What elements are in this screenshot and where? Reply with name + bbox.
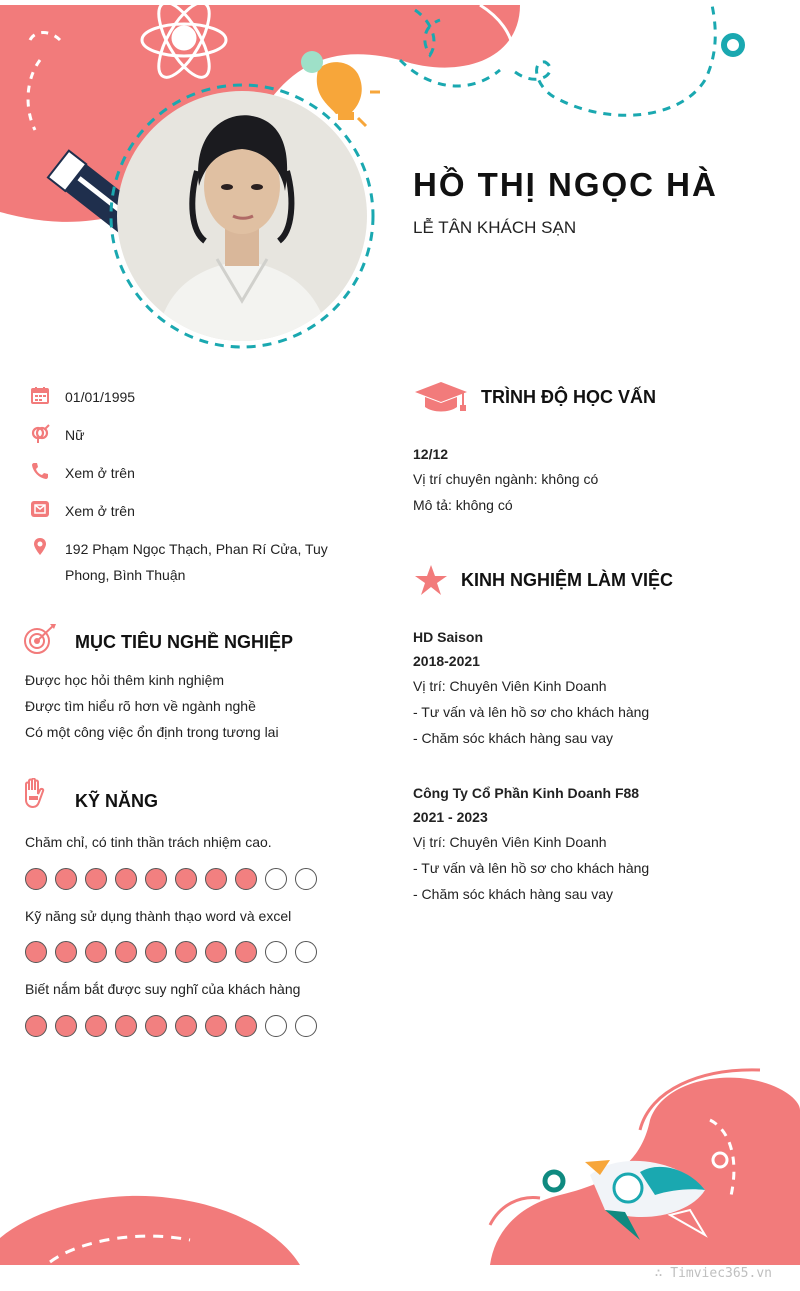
objective-line: Có một công việc ổn định trong tương lai xyxy=(25,724,279,740)
skill-label: Kỹ năng sử dụng thành thạo word và excel xyxy=(25,908,292,924)
rating-dot-filled xyxy=(85,941,107,963)
graduation-cap-icon xyxy=(413,380,469,414)
rating-dot-filled xyxy=(55,1015,77,1037)
job-company: Công Ty Cổ Phần Kinh Doanh F88 xyxy=(413,785,640,801)
rating-dot-filled xyxy=(235,941,257,963)
watermark: ∴ Timviec365.vn xyxy=(654,1266,772,1281)
rating-dot-filled xyxy=(145,868,167,890)
address-text: 192 Phạm Ngọc Thạch, Phan Rí Cửa, Tuy Phong, Bình Thuận xyxy=(65,541,328,583)
rating-dot-empty xyxy=(265,941,287,963)
info-email xyxy=(30,498,335,524)
skill-rating xyxy=(25,1015,317,1037)
rating-dot-empty xyxy=(265,1015,287,1037)
rating-dot-filled xyxy=(145,941,167,963)
job-company: HD Saison xyxy=(413,629,484,645)
rating-dot-empty xyxy=(295,1015,317,1037)
calendar-icon xyxy=(30,385,50,405)
email-icon xyxy=(30,499,50,519)
skill-label: Biết nắm bắt được suy nghĩ của khách hàng xyxy=(25,981,301,997)
rating-dot-filled xyxy=(115,1015,137,1037)
skill-rating xyxy=(25,868,317,890)
rating-dot-empty xyxy=(265,868,287,890)
rating-dot-filled xyxy=(175,1015,197,1037)
rating-dot-filled xyxy=(55,941,77,963)
info-phone xyxy=(30,460,335,486)
rating-dot-filled xyxy=(235,1015,257,1037)
skill-label: Chăm chỉ, có tinh thần trách nhiệm cao. xyxy=(25,834,272,850)
target-icon xyxy=(22,622,58,656)
job-task: - Chăm sóc khách hàng sau vay xyxy=(413,730,613,746)
job-task: - Tư vấn và lên hồ sơ cho khách hàng xyxy=(413,860,650,876)
info-gender xyxy=(30,422,335,448)
rating-dot-filled xyxy=(25,1015,47,1037)
education-title: TRÌNH ĐỘ HỌC VẤN xyxy=(481,387,656,407)
info-birthday xyxy=(30,384,335,410)
location-pin-icon xyxy=(30,537,50,557)
education-level: 12/12 xyxy=(413,446,449,462)
phone-text: Xem ở trên xyxy=(65,465,135,481)
education-description: Mô tả: không có xyxy=(413,497,513,513)
objective-line: Được học hỏi thêm kinh nghiệm xyxy=(25,672,225,688)
job-task: - Tư vấn và lên hồ sơ cho khách hàng xyxy=(413,704,650,720)
rating-dot-filled xyxy=(55,868,77,890)
candidate-name: HỒ THỊ NGỌC HÀ xyxy=(413,166,718,203)
rating-dot-filled xyxy=(205,1015,227,1037)
rating-dot-filled xyxy=(235,868,257,890)
objective-title: MỤC TIÊU NGHỀ NGHIỆP xyxy=(75,632,294,652)
rating-dot-filled xyxy=(25,868,47,890)
job-period: 2021 - 2023 xyxy=(413,809,488,825)
phone-icon xyxy=(30,461,50,481)
rating-dot-filled xyxy=(85,1015,107,1037)
skills-title: KỸ NĂNG xyxy=(75,791,159,811)
hand-icon xyxy=(22,778,48,810)
rating-dot-filled xyxy=(25,941,47,963)
gender-icon xyxy=(30,423,50,443)
rating-dot-filled xyxy=(85,868,107,890)
experience-title: KINH NGHIỆM LÀM VIỆC xyxy=(461,570,674,590)
profile-photo xyxy=(117,91,367,341)
info-address xyxy=(30,536,335,588)
job-position: Vị trí: Chuyên Viên Kinh Doanh xyxy=(413,678,607,694)
job-position: Vị trí: Chuyên Viên Kinh Doanh xyxy=(413,834,607,850)
rating-dot-filled xyxy=(175,868,197,890)
rating-dot-filled xyxy=(115,941,137,963)
objective-line: Được tìm hiểu rõ hơn về ngành nghề xyxy=(25,698,256,714)
rating-dot-filled xyxy=(145,1015,167,1037)
gender-text: Nữ xyxy=(65,427,85,443)
rating-dot-empty xyxy=(295,868,317,890)
email-text: Xem ở trên xyxy=(65,503,135,519)
education-major: Vị trí chuyên ngành: không có xyxy=(413,471,599,487)
rating-dot-filled xyxy=(205,941,227,963)
birthday-text: 01/01/1995 xyxy=(65,389,136,405)
rating-dot-empty xyxy=(295,941,317,963)
skill-rating xyxy=(25,941,317,963)
rating-dot-filled xyxy=(205,868,227,890)
job-period: 2018-2021 xyxy=(413,653,480,669)
candidate-job-title: LỄ TÂN KHÁCH SẠN xyxy=(413,218,577,237)
rating-dot-filled xyxy=(115,868,137,890)
star-icon xyxy=(414,564,448,596)
rating-dot-filled xyxy=(175,941,197,963)
job-task: - Chăm sóc khách hàng sau vay xyxy=(413,886,613,902)
